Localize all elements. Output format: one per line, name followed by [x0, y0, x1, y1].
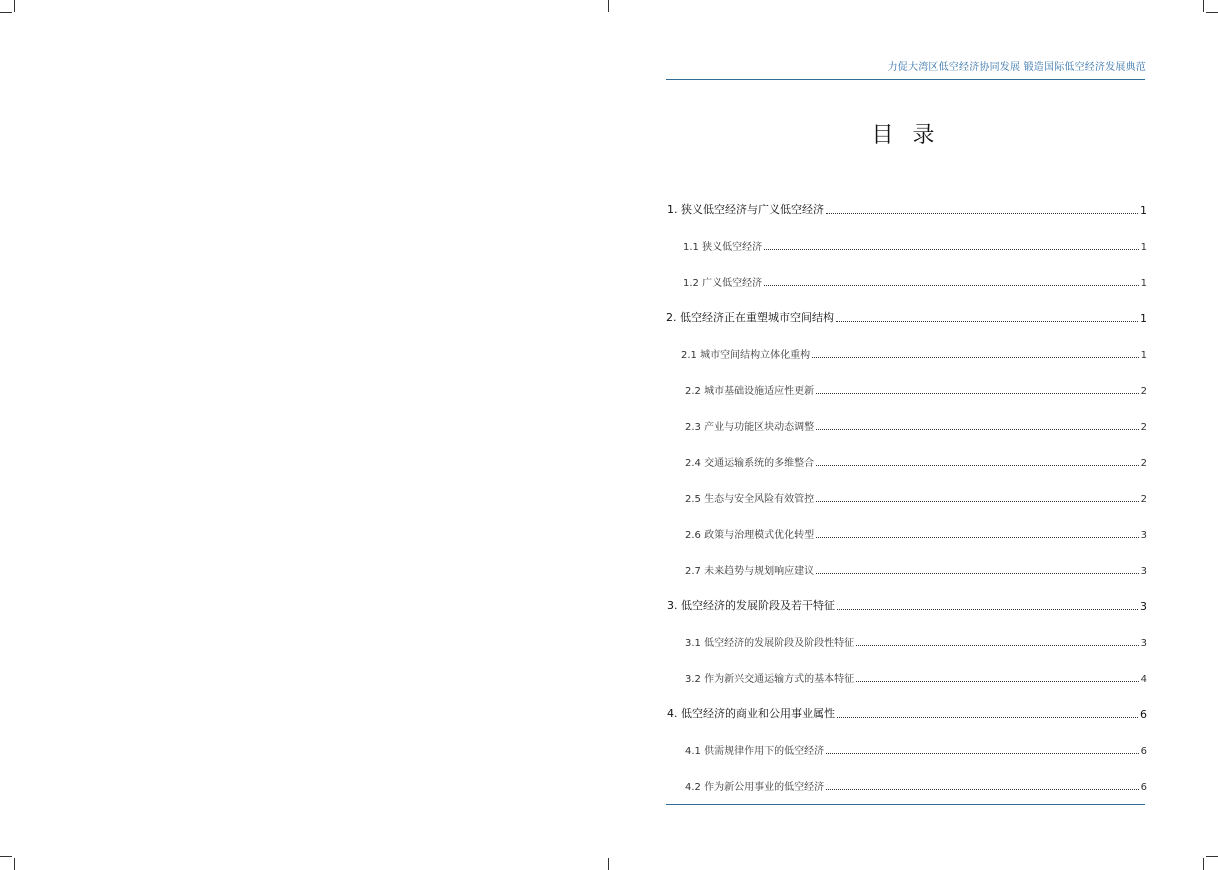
toc-entry-label: 2.1 城市空间结构立体化重构 — [681, 350, 811, 361]
crop-mark — [1203, 0, 1204, 12]
toc-entry-page-number: 4 — [1140, 674, 1147, 685]
toc-dot-leader — [856, 645, 1139, 646]
toc-dot-leader — [826, 789, 1139, 790]
toc-entry-page-number: 2 — [1140, 494, 1147, 505]
crop-mark — [14, 858, 15, 870]
toc-dot-leader — [826, 753, 1139, 754]
toc-entry[interactable] — [666, 577, 1147, 613]
toc-page — [666, 0, 1146, 870]
toc-entry-label: 1.1 狭义低空经济 — [683, 242, 763, 253]
toc-dot-leader — [816, 573, 1139, 574]
toc-entry-page-number: 6 — [1140, 746, 1147, 757]
toc-entry-page-number: 3 — [1140, 530, 1147, 541]
toc-entry-label: 2.3 产业与功能区块动态调整 — [685, 422, 815, 433]
toc-entry[interactable] — [666, 757, 1147, 793]
toc-entry[interactable] — [666, 325, 1147, 361]
toc-entry[interactable] — [666, 289, 1147, 325]
toc-entry-label: 3. 低空经济的发展阶段及若干特征 — [667, 599, 835, 612]
toc-entry[interactable] — [666, 361, 1147, 397]
toc-entry-page-number: 1 — [1140, 350, 1147, 361]
toc-dot-leader — [837, 717, 1138, 718]
toc-entry-label: 2. 低空经济正在重塑城市空间结构 — [666, 311, 834, 324]
toc-entry-label: 2.6 政策与治理模式优化转型 — [685, 530, 815, 541]
toc-entry-label: 1.2 广义低空经济 — [683, 278, 763, 289]
toc-entry-label: 3.1 低空经济的发展阶段及阶段性特征 — [685, 638, 855, 649]
crop-mark — [1206, 12, 1218, 13]
toc-entry[interactable] — [666, 397, 1147, 433]
toc-entry[interactable] — [666, 505, 1147, 541]
toc-entry-page-number: 2 — [1140, 458, 1147, 469]
toc-dot-leader — [816, 537, 1139, 538]
crop-mark — [1206, 856, 1218, 857]
header-rule — [666, 79, 1145, 80]
toc-entry-page-number: 2 — [1140, 386, 1147, 397]
toc-dot-leader — [837, 609, 1138, 610]
toc-entry[interactable] — [666, 613, 1147, 649]
crop-mark — [1203, 858, 1204, 870]
toc-entry-label: 4.1 供需规律作用下的低空经济 — [685, 746, 825, 757]
toc-entry[interactable] — [666, 181, 1147, 217]
crop-mark — [0, 856, 12, 857]
toc-entry[interactable] — [666, 721, 1147, 757]
toc-entry-page-number: 6 — [1140, 782, 1147, 793]
crop-mark — [14, 0, 15, 12]
toc-entry-page-number: 6 — [1140, 708, 1147, 721]
running-header: 力促大湾区低空经济协同发展 锻造国际低空经济发展典范 — [887, 62, 1146, 73]
toc-entry-page-number: 3 — [1140, 566, 1147, 577]
toc-title: 目 录 — [871, 123, 941, 148]
toc-entry[interactable] — [666, 685, 1147, 721]
toc-entry-label: 2.7 未来趋势与规划响应建议 — [685, 566, 815, 577]
toc-entry-label: 2.4 交通运输系统的多维整合 — [685, 458, 815, 469]
toc-entry[interactable] — [666, 649, 1147, 685]
toc-entry[interactable] — [666, 253, 1147, 289]
toc-dot-leader — [816, 465, 1139, 466]
toc-entry-page-number: 3 — [1140, 600, 1147, 613]
toc-entry-page-number: 1 — [1140, 278, 1147, 289]
toc-entry-label: 2.5 生态与安全风险有效管控 — [685, 494, 815, 505]
toc-entry-label: 2.2 城市基础设施适应性更新 — [685, 386, 815, 397]
toc-entry-label: 4.2 作为新公用事业的低空经济 — [685, 782, 825, 793]
footer-rule — [666, 804, 1145, 805]
toc-entry-label: 1. 狭义低空经济与广义低空经济 — [667, 203, 824, 216]
toc-entry-page-number: 1 — [1140, 242, 1147, 253]
crop-mark — [0, 12, 12, 13]
toc-entry-page-number: 1 — [1140, 312, 1147, 325]
toc-dot-leader — [836, 321, 1138, 322]
toc-entry[interactable] — [666, 217, 1147, 253]
toc-entry[interactable] — [666, 433, 1147, 469]
toc-dot-leader — [816, 393, 1139, 394]
toc-entry-page-number: 1 — [1140, 204, 1147, 217]
toc-entry-label: 3.2 作为新兴交通运输方式的基本特征 — [685, 674, 855, 685]
toc-list — [666, 181, 1147, 793]
toc-dot-leader — [764, 285, 1139, 286]
toc-entry[interactable] — [666, 469, 1147, 505]
toc-dot-leader — [816, 501, 1139, 502]
crop-mark — [608, 0, 609, 12]
toc-entry-page-number: 3 — [1140, 638, 1147, 649]
toc-entry-page-number: 2 — [1140, 422, 1147, 433]
toc-entry-label: 4. 低空经济的商业和公用事业属性 — [667, 707, 835, 720]
toc-dot-leader — [812, 357, 1139, 358]
toc-dot-leader — [826, 213, 1138, 214]
toc-dot-leader — [856, 681, 1139, 682]
toc-entry[interactable] — [666, 541, 1147, 577]
toc-dot-leader — [816, 429, 1139, 430]
toc-dot-leader — [764, 249, 1139, 250]
crop-mark — [608, 858, 609, 870]
